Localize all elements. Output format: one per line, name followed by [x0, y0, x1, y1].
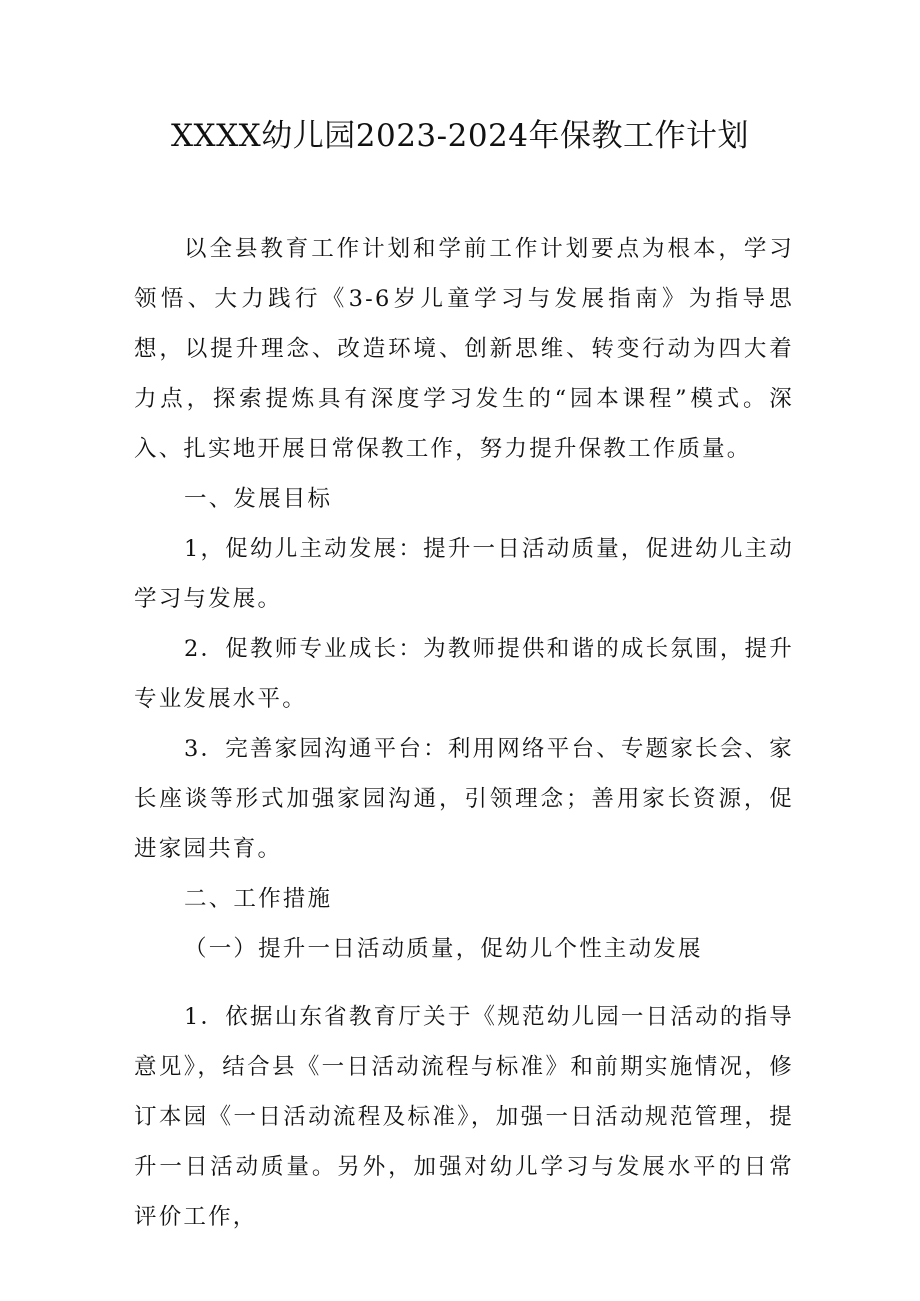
section-heading-goals: 一、发展目标 — [184, 486, 333, 512]
goal-item-2: 2．促教师专业成长：为教师提供和谐的成长氛围，提升专业发展水平。 — [134, 636, 794, 712]
measure-item-1: 1．依据山东省教育厅关于《规范幼儿园一日活动的指导意见》，结合县《一日活动流程与标准》和前期实施情况，修订本园《一日活动流程及标准》，加强一日活动规范管理，提升一日活动质量。另外，加强对幼儿学习与发展水平的日常评价工作， — [134, 1004, 794, 1230]
document-title: XXXX幼儿园2023-2024年保教工作计划 — [170, 118, 750, 154]
paragraph-spacer — [134, 974, 794, 992]
section-heading-measures: 二、工作措施 — [184, 886, 333, 912]
document-body — [134, 224, 794, 1242]
subsection-heading-1: （一）提升一日活动质量，促幼儿个性主动发展 — [184, 936, 703, 962]
goal-item-3: 3．完善家园沟通平台：利用网络平台、专题家长会、家长座谈等形式加强家园沟通，引领理念；善用家长资源，促进家园共育。 — [134, 736, 794, 862]
goal-item-1: 1，促幼儿主动发展：提升一日活动质量，促进幼儿主动学习与发展。 — [134, 536, 794, 612]
intro-paragraph: 以全县教育工作计划和学前工作计划要点为根本，学习领悟、大力践行《3-6岁儿童学习与发展指南》为指导思想，以提升理念、改造环境、创新思维、转变行动为四大着力点，探索提炼具有深度学习发生的“园本课程”模式。深入、扎实地开展日常保教工作，努力提升保教工作质量。 — [134, 236, 794, 462]
